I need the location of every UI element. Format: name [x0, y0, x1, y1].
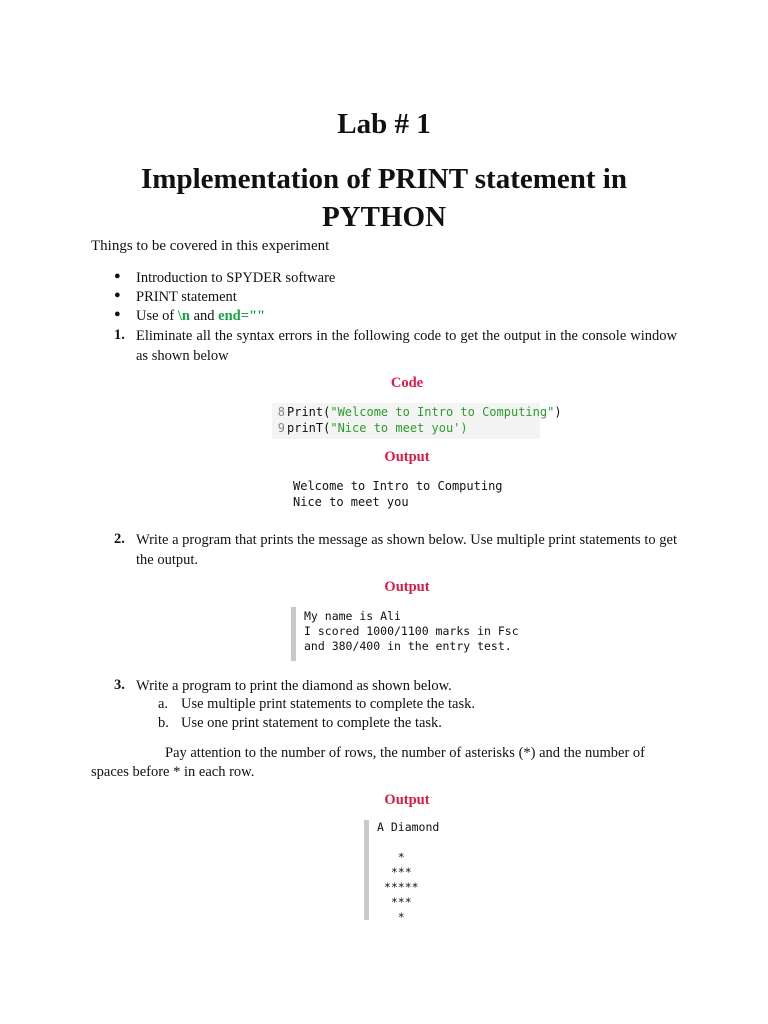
line-number: 8 — [277, 405, 285, 419]
code-fn: Print( — [287, 405, 331, 419]
diamond-row: ***** — [377, 880, 419, 894]
bullet-text — [136, 308, 265, 325]
console-output — [377, 820, 439, 925]
console-output — [293, 478, 503, 510]
item-text-1: Eliminate all the syntax errors in the following code to get the output in the console window as shown below — [136, 328, 677, 364]
output-line: and 380/400 in the entry test. — [304, 639, 512, 653]
code-line — [272, 421, 468, 435]
sub-text-a: Use multiple print statements to complete the task. — [181, 696, 475, 712]
output-line: My name is Ali — [304, 609, 401, 623]
output-label: Output — [384, 579, 430, 595]
item-number-2: 2. — [114, 531, 125, 547]
bullet-text: PRINT statement — [136, 289, 237, 305]
output-blank-line — [377, 835, 439, 850]
output-label: Output — [384, 449, 430, 465]
output-line: Nice to meet you — [293, 495, 409, 509]
output-bar — [364, 820, 369, 920]
bullet-text-mid: and — [189, 308, 219, 324]
line-number: 9 — [277, 421, 285, 435]
code-label: Code — [390, 375, 424, 391]
page-title-line1: Implementation of PRINT statement in — [141, 163, 627, 195]
newline-code: \n — [177, 308, 190, 324]
bullet-dot-icon: ● — [114, 270, 121, 282]
output-bar — [291, 607, 296, 661]
intro-text: Things to be covered in this experiment — [91, 238, 330, 254]
bullet-dot-icon: ● — [114, 308, 121, 320]
code-end: ) — [554, 405, 562, 419]
note-text-line2: spaces before * in each row. — [91, 764, 255, 780]
bullet-text: Introduction to SPYDER software — [136, 270, 336, 286]
bullet-dot-icon: ● — [114, 289, 121, 301]
bullet-text-prefix: Use of — [136, 308, 178, 324]
output-line: I scored 1000/1100 marks in Fsc — [304, 624, 519, 638]
code-string: "Nice to meet you') — [330, 421, 468, 435]
output-line: Welcome to Intro to Computing — [293, 479, 503, 493]
code-block — [272, 403, 562, 439]
end-code: end="" — [218, 308, 266, 324]
diamond-row: *** — [377, 865, 412, 879]
item-text-2: Write a program that prints the message as shown below. Use multiple print statements to get the output. — [136, 532, 677, 568]
code-string: "Welcome to Intro to Computing" — [330, 405, 555, 419]
item-text-3: Write a program to print the diamond as shown below. — [136, 678, 452, 694]
sub-label-a: a. — [158, 696, 169, 712]
sub-label-b: b. — [158, 715, 169, 731]
output-label: Output — [384, 792, 430, 808]
console-output — [304, 609, 519, 654]
page-title — [110, 160, 658, 236]
diamond-row: * — [377, 850, 405, 864]
diamond-row: *** — [377, 895, 412, 909]
output-title: A Diamond — [377, 820, 440, 834]
sub-text-b: Use one print statement to complete the task. — [181, 715, 442, 731]
note-text-line1: Pay attention to the number of rows, the number of asterisks (*) and the number of — [165, 745, 645, 761]
item-number-1: 1. — [114, 327, 125, 343]
code-line — [272, 405, 562, 419]
page-title-line2: PYTHON — [321, 201, 447, 233]
diamond-row: * — [377, 910, 405, 924]
code-fn: prinT( — [287, 421, 331, 435]
lab-title: Lab # 1 — [337, 108, 431, 140]
item-number-3: 3. — [114, 677, 125, 693]
